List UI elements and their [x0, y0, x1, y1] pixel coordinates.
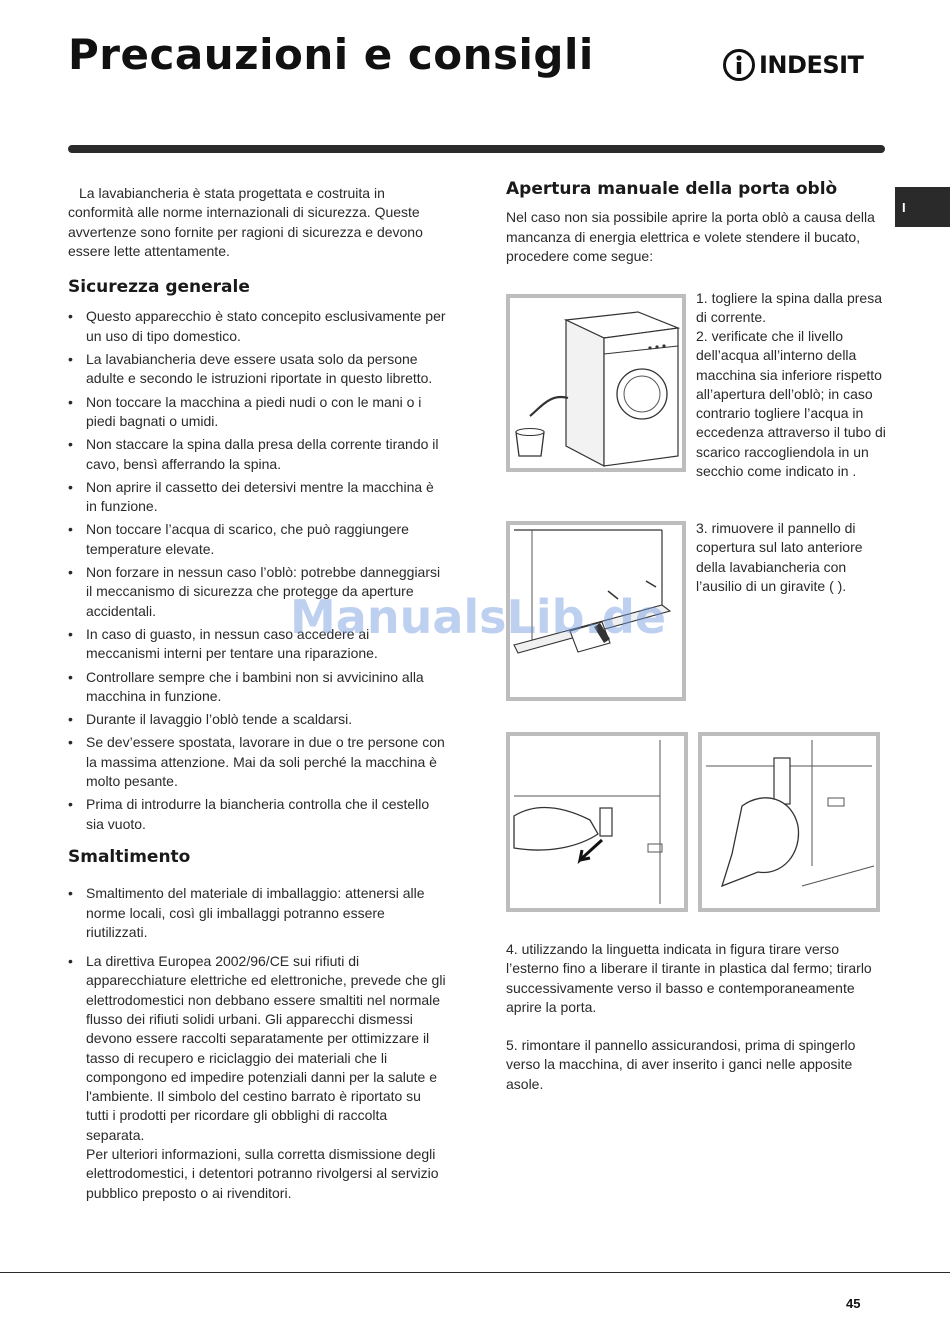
brand-name: INDESIT: [759, 51, 864, 79]
figure-hand-pull: [506, 732, 688, 912]
smaltimento-list: [68, 884, 446, 1203]
footer-rule: [0, 1272, 950, 1273]
watermark: ManualsLib.de: [290, 590, 667, 644]
hand-open-illustration: [702, 736, 876, 908]
page-title: Precauzioni e consigli: [68, 30, 594, 79]
apertura-intro: Nel caso non sia possibile aprire la porta oblò a causa della mancanza di energia elettrica e volete stendere il bucato, procedere come segue:: [506, 209, 875, 264]
intro-paragraph: La lavabiancheria è stata progettata e costruita in conformità alle norme internazionali di sicurezza. Queste avvertenze sono fornite per ragioni di sicurezza e devono essere lette attentamente.: [68, 185, 423, 259]
step-3: 3. rimuovere il pannello di copertura sul lato anteriore della lavabiancheria con l’ausilio di un giravite ( ).: [696, 520, 863, 594]
list-item: • Se dev’essere spostata, lavorare in due o tre persone con la massima attenzione. Mai da soli perché la macchina è molto pesante.: [68, 733, 446, 791]
list-item: • Non staccare la spina dalla presa della corrente tirando il cavo, bensì afferrando la spina.: [68, 435, 446, 474]
step-1: 1. togliere la spina dalla presa di corrente.: [696, 290, 883, 326]
washing-machine-illustration: [510, 298, 682, 468]
page-number: 45: [846, 1296, 861, 1311]
list-item: • Non toccare la macchina a piedi nudi o con le mani o i piedi bagnati o umidi.: [68, 393, 446, 432]
step-2: 2. verificate che il livello dell’acqua all’interno della macchina sia inferiore rispetto all’apertura dell’oblò; in caso contrario togliere l’acqua in eccedenza attraverso il tubo di scarico raccogliendola in un secchio come indicato in .: [696, 328, 886, 480]
list-item: • Smaltimento del materiale di imballaggio: attenersi alle norme locali, così gli imballaggi potranno essere riutilizzati.: [68, 884, 446, 942]
list-item: • Non toccare l’acqua di scarico, che può raggiungere temperature elevate.: [68, 520, 446, 559]
sicurezza-list: [68, 307, 446, 833]
step-4: 4. utilizzando la linguetta indicata in figura tirare verso l’esterno fino a liberare il tirante in plastica dal fermo; tirarlo successivamente verso il basso e contemporaneamente aprire la porta.: [506, 941, 872, 1015]
section-title-apertura: Apertura manuale della porta oblò: [506, 179, 838, 199]
list-item: • Non aprire il cassetto dei detersivi mentre la macchina è in funzione.: [68, 478, 446, 517]
figure-machine-bucket: [506, 294, 686, 472]
figure-front-panel: [506, 521, 686, 701]
figure-hand-open: [698, 732, 880, 912]
indesit-logo-icon: [722, 48, 756, 82]
list-item: • Prima di introdurre la biancheria controlla che il cestello sia vuoto.: [68, 795, 446, 834]
list-item: [68, 952, 446, 1203]
list-item: • Controllare sempre che i bambini non si avvicinino alla macchina in funzione.: [68, 668, 446, 707]
list-item: • La lavabiancheria deve essere usata solo da persone adulte e secondo le istruzioni riportate in questo libretto.: [68, 350, 446, 389]
list-item-extra: Per ulteriori informazioni, sulla corretta dismissione degli elettrodomestici, i detentori potranno rivolgersi al servizio pubblico preposto o ai rivenditori.: [86, 1146, 439, 1201]
right-column: [506, 180, 881, 266]
step-5: 5. rimontare il pannello assicurandosi, prima di spingerlo verso la macchina, di aver inserito i ganci nelle apposite asole.: [506, 1037, 856, 1092]
left-column: [68, 184, 446, 1207]
list-item: • In caso di guasto, in nessun caso accedere ai meccanismi interni per tentare una riparazione.: [68, 625, 446, 664]
language-tab: I: [895, 187, 950, 227]
hand-pull-illustration: [510, 736, 684, 908]
header-rule: [68, 145, 885, 153]
list-item: • Durante il lavaggio l’oblò tende a scaldarsi.: [68, 710, 446, 729]
list-item: • Questo apparecchio è stato concepito esclusivamente per un uso di tipo domestico.: [68, 307, 446, 346]
section-title-sicurezza: Sicurezza generale: [68, 277, 250, 298]
brand-logo: [722, 48, 863, 82]
list-item-text: La direttiva Europea 2002/96/CE sui rifiuti di apparecchiature elettriche ed elettroniche, prevede che gli elettrodomestici non debbano essere smaltiti nel normale flusso dei rifiuti solidi urbani. Gli apparecchi dismessi devono essere raccolti separatamente per ottimizzare il tasso di recupero e riciclaggio dei materiali che li compongono ed impedire potenziali danni per la salute e l'ambiente. Il simbolo del cestino barrato è riportato su tutti i prodotti per ricordare gli obblighi di raccolta separata.: [86, 953, 446, 1143]
section-title-smaltimento: Smaltimento: [68, 846, 191, 867]
list-item: • Non forzare in nessun caso l’oblò: potrebbe danneggiarsi il meccanismo di sicurezza che protegge da aperture accidentali.: [68, 563, 446, 621]
front-panel-illustration: [510, 525, 682, 697]
